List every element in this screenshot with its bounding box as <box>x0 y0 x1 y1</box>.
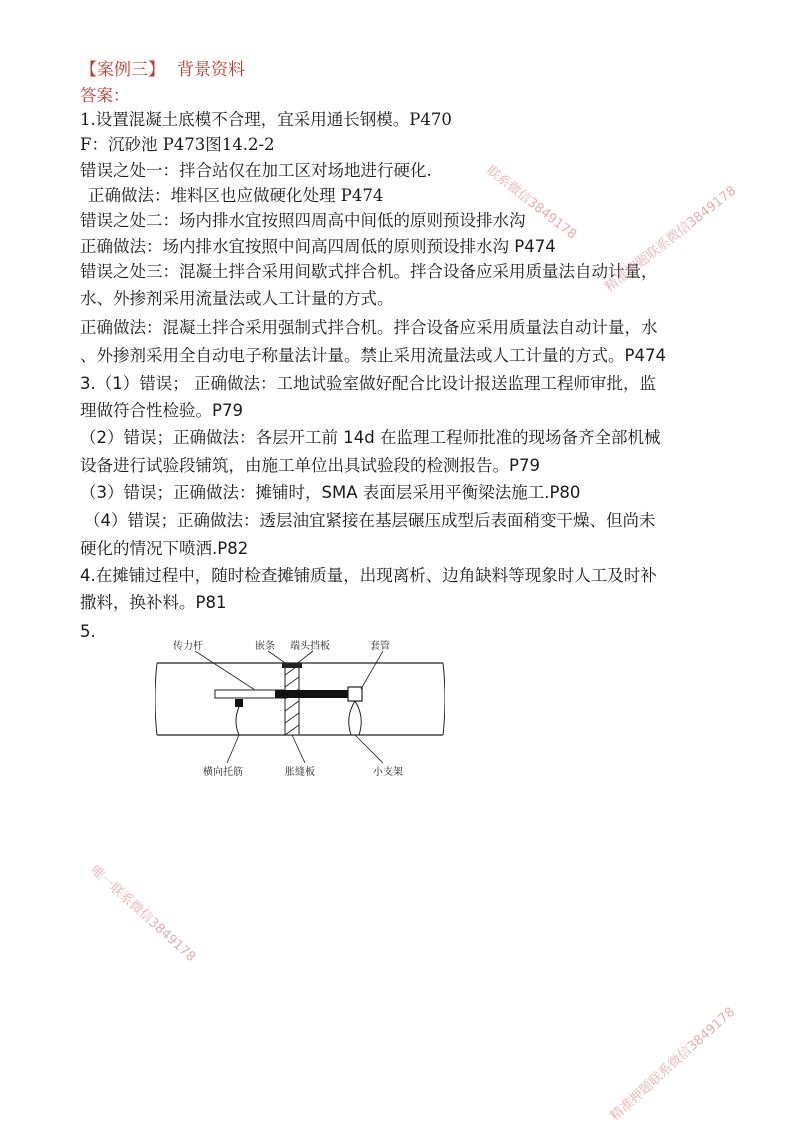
answer-line-2: F：沉砂池 P473图14.2-2 <box>80 135 275 154</box>
answer-line-8: 水、外掺剂采用流量法或人工计量的方式。 <box>80 289 394 308</box>
answer-line-5: 错误之处二：场内排水宜按照四周高中间低的原则预设排水沟 <box>80 211 526 230</box>
watermark-4: 精准押题联系微信3849178 <box>607 1004 739 1125</box>
label-expansion-board: 胀缝板 <box>285 767 315 778</box>
answer-line-16: （4）错误；正确做法：透层油宜紧接在基层碾压成型后表面稍变干燥、但尚未 <box>84 511 656 530</box>
transverse-support-shape <box>235 699 243 707</box>
slab-right-break <box>443 663 445 735</box>
answer-line-1: 1.设置混凝土底模不合理，宜采用通长钢模。P470 <box>80 110 452 129</box>
answer-line-13: （2）错误；正确做法：各层开工前 14d 在监理工程师批准的现场备齐全部机械 <box>80 428 661 447</box>
answer-line-12: 理做符合性检验。P79 <box>80 401 243 420</box>
answer-line-6: 正确做法：场内排水宜按照中间高四周低的原则预设排水沟 P474 <box>80 237 556 256</box>
case-label: 【案例三】 <box>80 60 165 80</box>
answer-line-18: 4.在摊铺过程中，随时检查摊铺质量，出现离析、边角缺料等现象时人工及时补 <box>80 566 657 585</box>
slab-left-break <box>155 663 157 735</box>
dowel-bar-plain <box>215 690 285 698</box>
answer-line-7: 错误之处三：混凝土拌合采用间歇式拌合机。拌合设备应采用质量法自动计量， <box>80 262 658 281</box>
case-title <box>80 58 245 82</box>
answer-line-14: 设备进行试验段铺筑，由施工单位出具试验段的检测报告。P79 <box>80 456 540 475</box>
answer-line-11: 3.（1）错误； 正确做法：工地试验室做好配合比设计报送监理工程师审批，监 <box>80 374 656 393</box>
answer-line-19: 撒料，换补料。P81 <box>80 593 227 612</box>
label-small-bracket: 小支架 <box>373 767 403 778</box>
answer-line-4: 正确做法：堆料区也应做硬化处理 P474 <box>88 186 384 205</box>
label-end-plate: 端头挡板 <box>290 641 330 652</box>
expansion-joint-diagram <box>155 635 445 785</box>
answer-line-3: 错误之处一：拌合站仅在加工区对场地进行硬化. <box>80 161 432 180</box>
background-label: 背景资料 <box>177 60 245 80</box>
answer-line-17: 硬化的情况下喷洒.P82 <box>80 539 249 558</box>
watermark-3: 唯一联系微信3849178 <box>87 862 199 966</box>
label-caulk: 嵌条 <box>255 641 275 652</box>
answer-label: 答案： <box>80 86 130 105</box>
answer-line-10: 、外掺剂采用全自动电子称量法计量。禁止采用流量法或人工计量的方式。P474 <box>80 346 666 365</box>
answer-line-9: 正确做法：混凝土拌合采用强制式拌合机。拌合设备应采用质量法自动计量，水 <box>80 318 658 337</box>
label-sleeve: 套管 <box>370 641 390 652</box>
expansion-board-shape <box>282 663 302 735</box>
dowel-bar-coated <box>275 690 360 698</box>
small-bracket-shape <box>349 701 362 735</box>
sleeve-shape <box>348 687 362 701</box>
watermark-2: 精准押题联系微信3849178 <box>602 183 740 295</box>
watermark-1: 联系微信3849178 <box>483 163 580 243</box>
label-support: 横向托筋 <box>203 767 243 778</box>
answer-line-15: （3）错误；正确做法：摊铺时，SMA 表面层采用平衡梁法施工.P80 <box>80 483 581 502</box>
answer-line-20: 5. <box>80 622 96 641</box>
label-dowel: 传力杆 <box>173 641 203 652</box>
